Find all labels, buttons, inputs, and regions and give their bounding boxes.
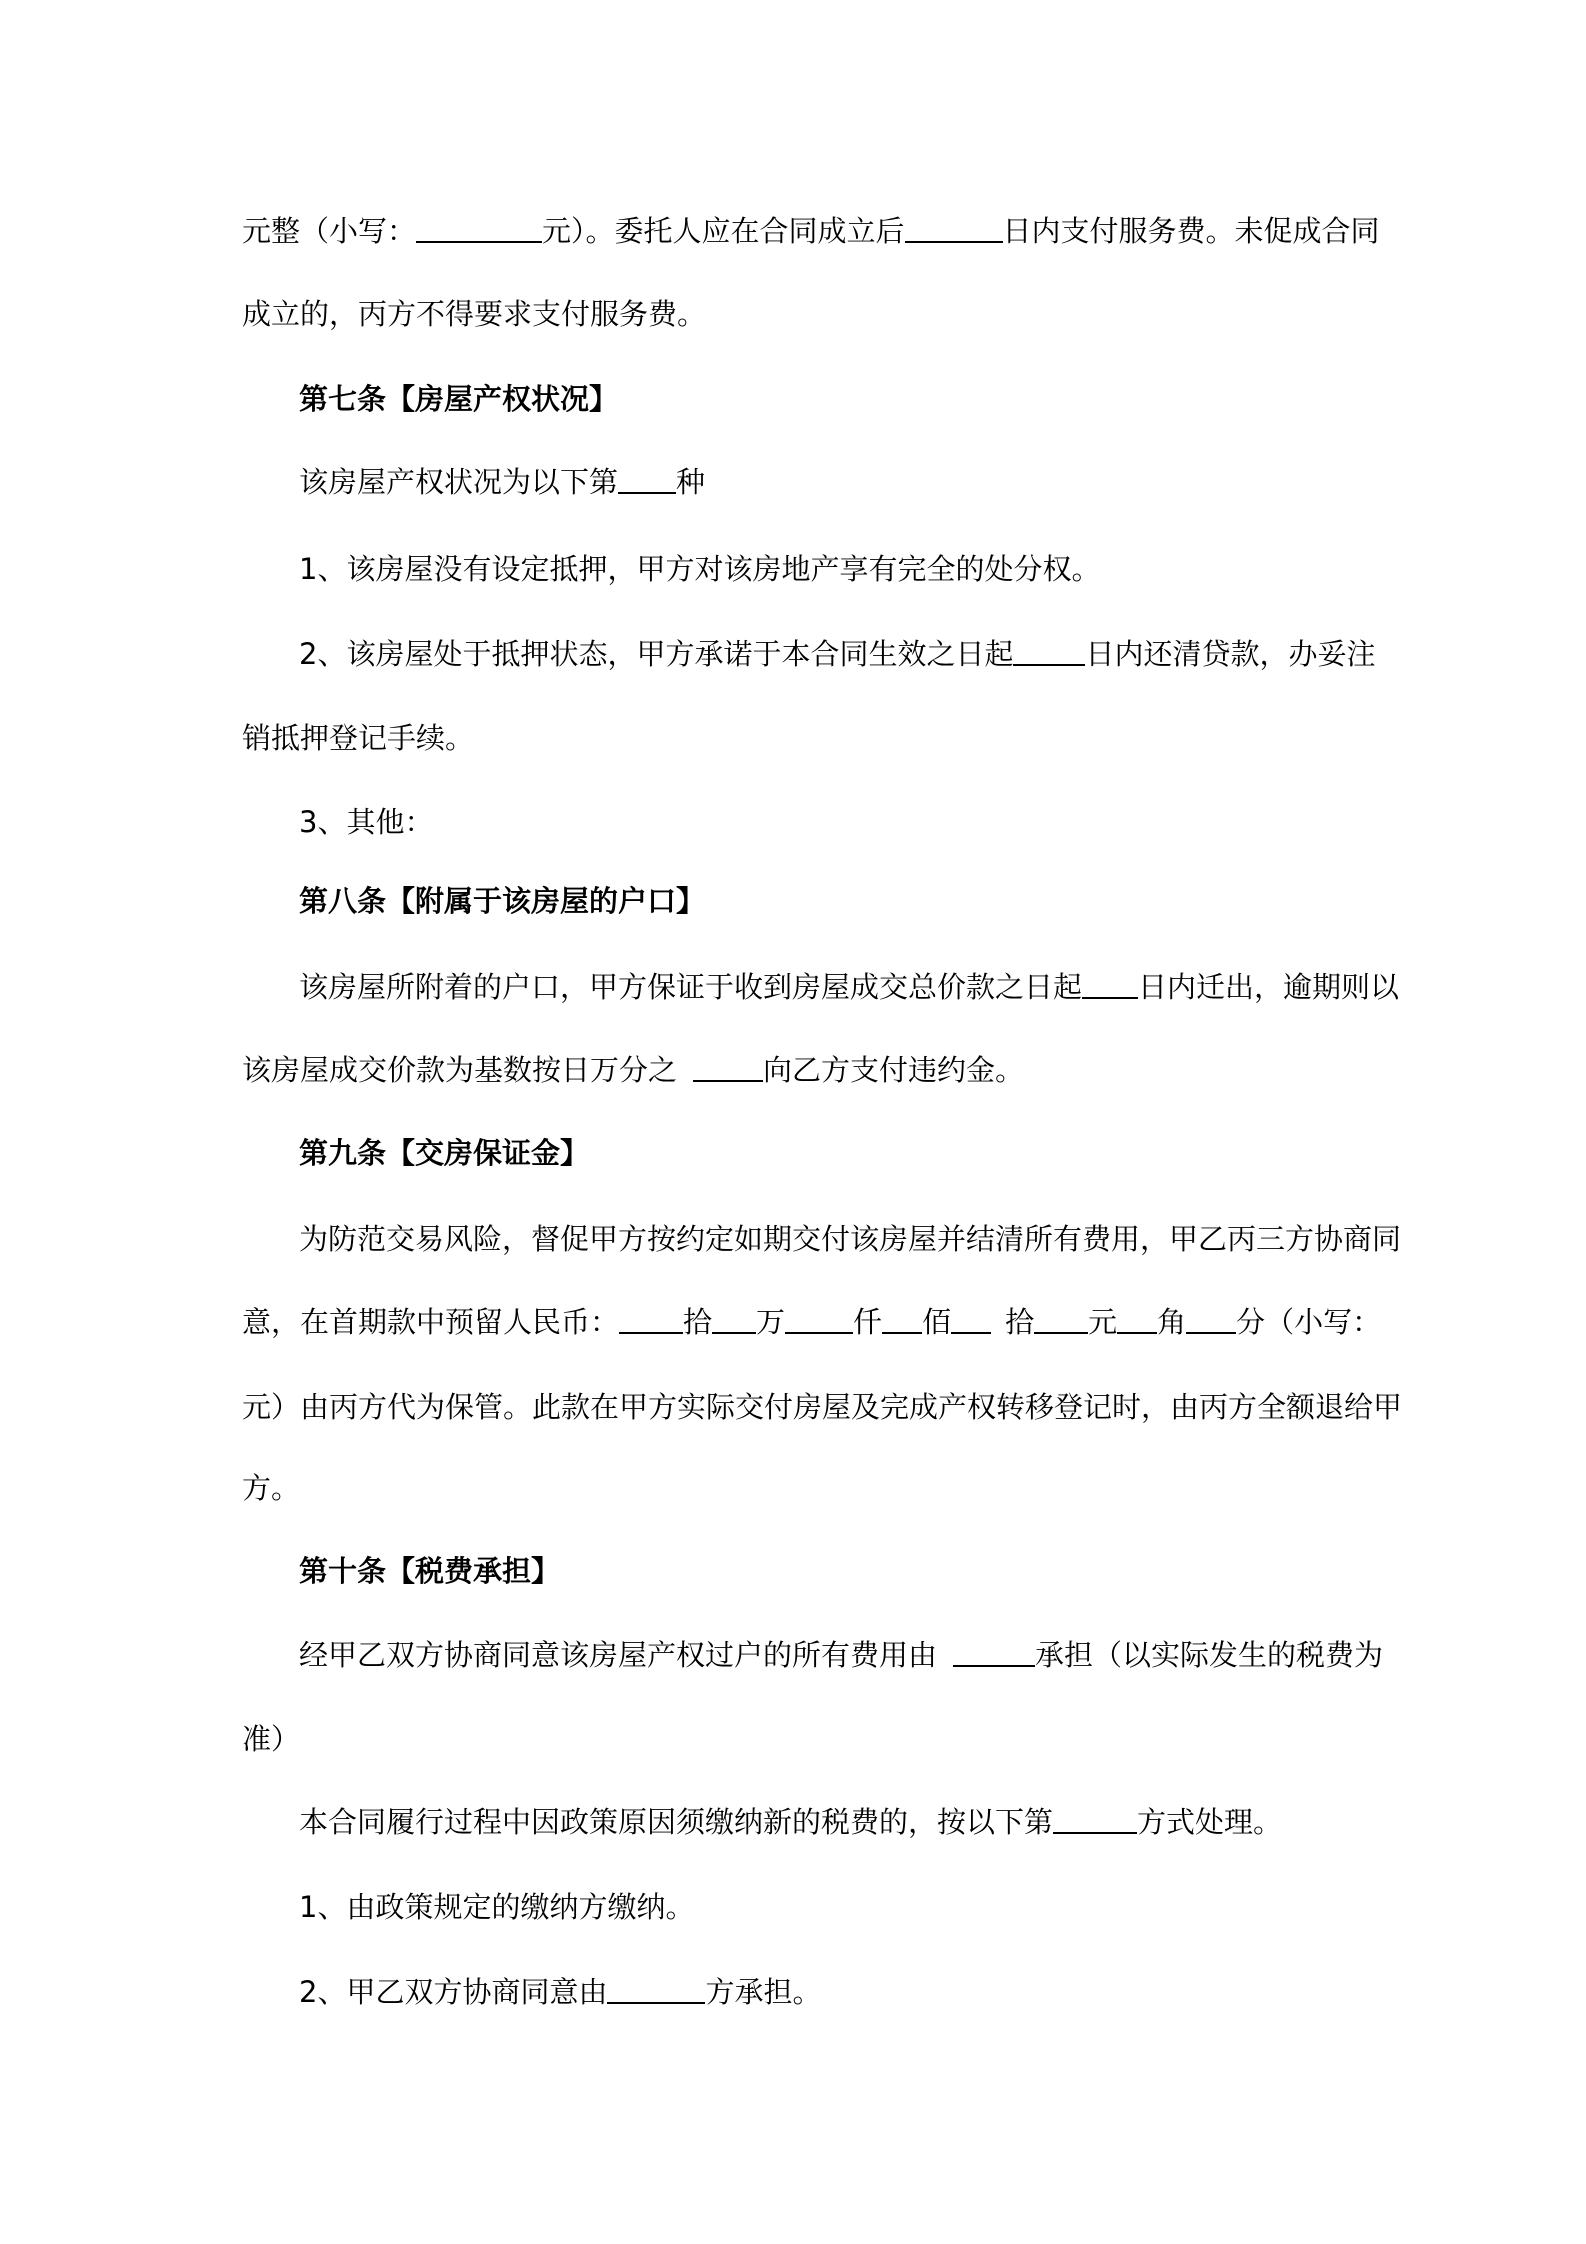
article-10-paragraph-2: 本合同履行过程中因政策原因须缴纳新的税费的，按以下第 方式处理。 [299, 1802, 1282, 1842]
article-8-paragraph: 该房屋所附着的户口，甲方保证于收到房屋成交总价款之日起 日内迁出，逾期则以 [299, 967, 1399, 1007]
article-8-title: 第八条【附属于该房屋的户口】 [299, 884, 706, 918]
blank-field[interactable] [618, 462, 676, 494]
blank-field[interactable] [951, 1302, 991, 1334]
paragraph-service-fee: 元整（小写： 元）。委托人应在合同成立后 日内支付服务费。未促成合同 [242, 211, 1380, 251]
article-9-paragraph-2: 意，在首期款中预留人民币： 拾 万 仟 佰 拾 元 角 分（小写： [242, 1302, 1381, 1342]
blank-field[interactable] [1053, 1802, 1137, 1834]
blank-field[interactable] [905, 211, 1003, 243]
blank-field[interactable] [1013, 634, 1085, 666]
blank-field[interactable] [882, 1302, 922, 1334]
article-7-item-1: 1、该房屋没有设定抵押，甲方对该房地产享有完全的处分权。 [299, 552, 1101, 586]
paragraph-service-fee-cont: 成立的，丙方不得要求支付服务费。 [242, 297, 707, 331]
article-7-intro: 该房屋产权状况为以下第 种 [299, 462, 705, 502]
article-10-title: 第十条【税费承担】 [299, 1554, 561, 1588]
blank-field[interactable] [1117, 1302, 1157, 1334]
blank-field[interactable] [712, 1302, 756, 1334]
blank-field[interactable] [1186, 1302, 1236, 1334]
article-9-paragraph-3: 元）由丙方代为保管。此款在甲方实际交付房屋及完成产权转移登记时，由丙方全额退给甲 [242, 1390, 1403, 1424]
blank-field[interactable] [607, 1972, 705, 2004]
article-10-item-1: 1、由政策规定的缴纳方缴纳。 [299, 1890, 695, 1924]
article-9-paragraph-4: 方。 [242, 1471, 301, 1505]
article-9-paragraph-1: 为防范交易风险，督促甲方按约定如期交付该房屋并结清所有费用，甲乙丙三方协商同 [299, 1222, 1402, 1256]
blank-field[interactable] [1082, 967, 1138, 999]
article-10-paragraph-1-cont: 准） [242, 1722, 301, 1756]
article-7-item-2-cont: 销抵押登记手续。 [242, 721, 475, 755]
article-7-item-3: 3、其他： [299, 805, 434, 839]
article-10-item-2: 2、甲乙双方协商同意由 方承担。 [299, 1972, 821, 2012]
blank-field[interactable] [785, 1302, 853, 1334]
article-10-paragraph-1: 经甲乙双方协商同意该房屋产权过户的所有费用由 承担（以实际发生的税费为 [299, 1635, 1383, 1675]
article-7-item-2: 2、该房屋处于抵押状态，甲方承诺于本合同生效之日起 日内还清贷款，办妥注 [299, 634, 1375, 674]
blank-field[interactable] [416, 211, 542, 243]
blank-field[interactable] [693, 1050, 763, 1082]
blank-field[interactable] [1034, 1302, 1088, 1334]
blank-field[interactable] [619, 1302, 683, 1334]
article-9-title: 第九条【交房保证金】 [299, 1136, 590, 1170]
blank-field[interactable] [953, 1635, 1035, 1667]
article-7-title: 第七条【房屋产权状况】 [299, 382, 619, 416]
article-8-paragraph-cont: 该房屋成交价款为基数按日万分之 向乙方支付违约金。 [242, 1050, 1024, 1090]
